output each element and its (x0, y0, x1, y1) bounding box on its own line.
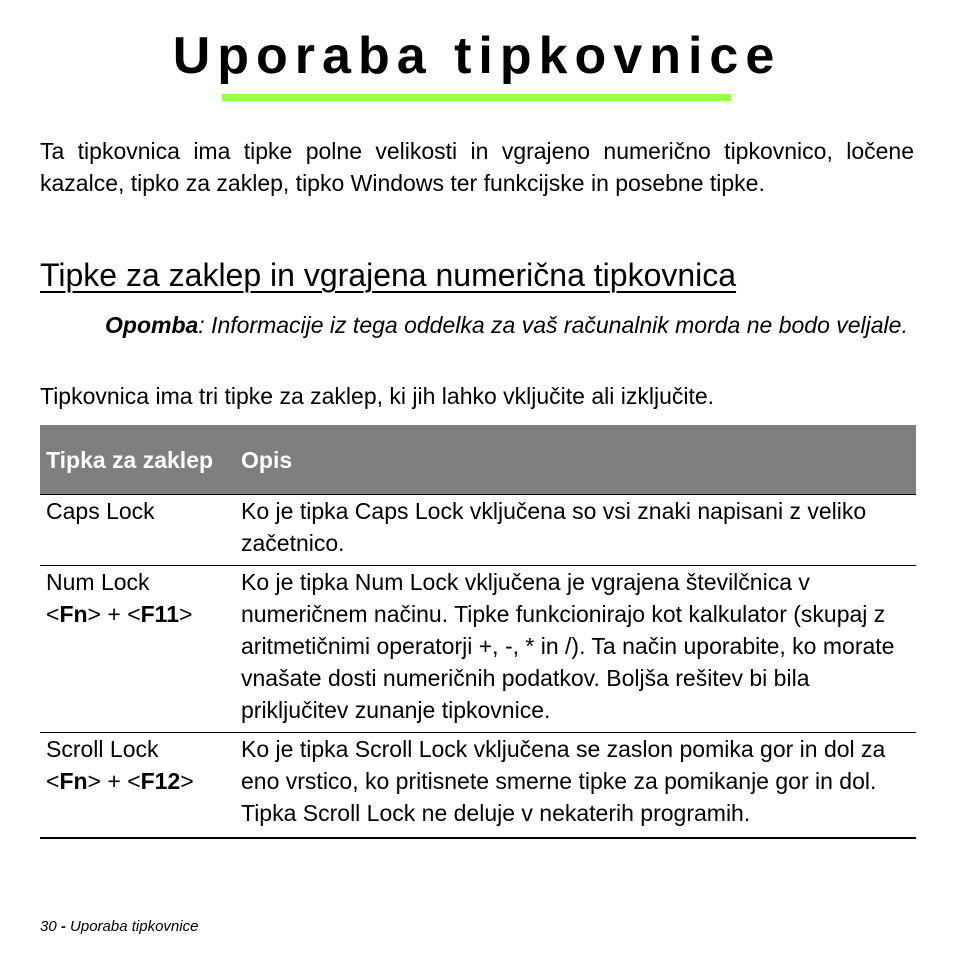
footer-separator: - (56, 918, 71, 935)
title-underline-bar (222, 94, 731, 101)
header-lock-key: Tipka za zaklep (40, 425, 235, 495)
lead-paragraph: Tipkovnica ima tri tipke za zaklep, ki jih lahko vključite ali izključite. (40, 383, 715, 409)
combo-plus: > + < (87, 601, 141, 627)
note-paragraph (105, 309, 914, 342)
description-cell: Ko je tipka Num Lock vključena je vgrajena številčnica v numeričnem načinu. Tipke funkcionirajo kot kalkulator (skupaj z aritmetičnimi operatorji +, -, * in /). Ta način uporabite, ko morate vnašate dosti numeričnih podatkov. Boljša rešitev bi bila priključitev zunanje tipkovnice. (235, 566, 916, 733)
page-number: 30 (40, 918, 57, 935)
table-row (40, 495, 916, 566)
lock-key-cell (40, 566, 235, 733)
combo-key-fn: Fn (59, 601, 88, 627)
page-title: Uporaba tipkovnice (172, 27, 782, 85)
combo-key-fn: Fn (59, 768, 88, 794)
table-row (40, 566, 916, 733)
table-row (40, 733, 916, 839)
note-label: Opomba (105, 312, 199, 338)
combo-bracket: < (46, 768, 60, 794)
table-header-row (40, 425, 916, 495)
lock-key-name: Caps Lock (46, 498, 155, 524)
combo-key-f12: F12 (140, 768, 181, 794)
lock-keys-table (40, 425, 916, 839)
lock-key-cell (40, 733, 235, 839)
note-separator: : (198, 312, 205, 338)
combo-plus: > + < (87, 768, 141, 794)
combo-bracket: > (180, 768, 194, 794)
combo-bracket: > (179, 601, 193, 627)
lock-key-name: Num Lock (46, 569, 150, 595)
header-description: Opis (235, 425, 916, 495)
description-cell: Ko je tipka Caps Lock vključena so vsi znaki napisani z veliko začetnico. (235, 495, 916, 566)
page-footer (40, 917, 198, 937)
footer-chapter: Uporaba tipkovnice (70, 918, 199, 935)
lock-key-cell (40, 495, 235, 566)
section-heading: Tipke za zaklep in vgrajena numerična tipkovnica (40, 257, 737, 293)
lock-key-name: Scroll Lock (46, 736, 159, 762)
combo-bracket: < (46, 601, 60, 627)
combo-key-f11: F11 (140, 601, 179, 627)
key-combo (46, 601, 192, 627)
key-combo (46, 768, 194, 794)
note-text: Informacije iz tega oddelka za vaš računalnik morda ne bodo veljale. (204, 312, 908, 338)
intro-paragraph: Ta tipkovnica ima tipke polne velikosti in vgrajeno numerično tipkovnico, ločene kazalce, tipko za zaklep, tipko Windows ter funkcijske in posebne tipke. (40, 138, 914, 196)
description-cell: Ko je tipka Scroll Lock vključena se zaslon pomika gor in dol za eno vrstico, ko pritisnete smerne tipke za pomikanje gor in dol. Tipka Scroll Lock ne deluje v nekaterih programih. (235, 733, 916, 839)
